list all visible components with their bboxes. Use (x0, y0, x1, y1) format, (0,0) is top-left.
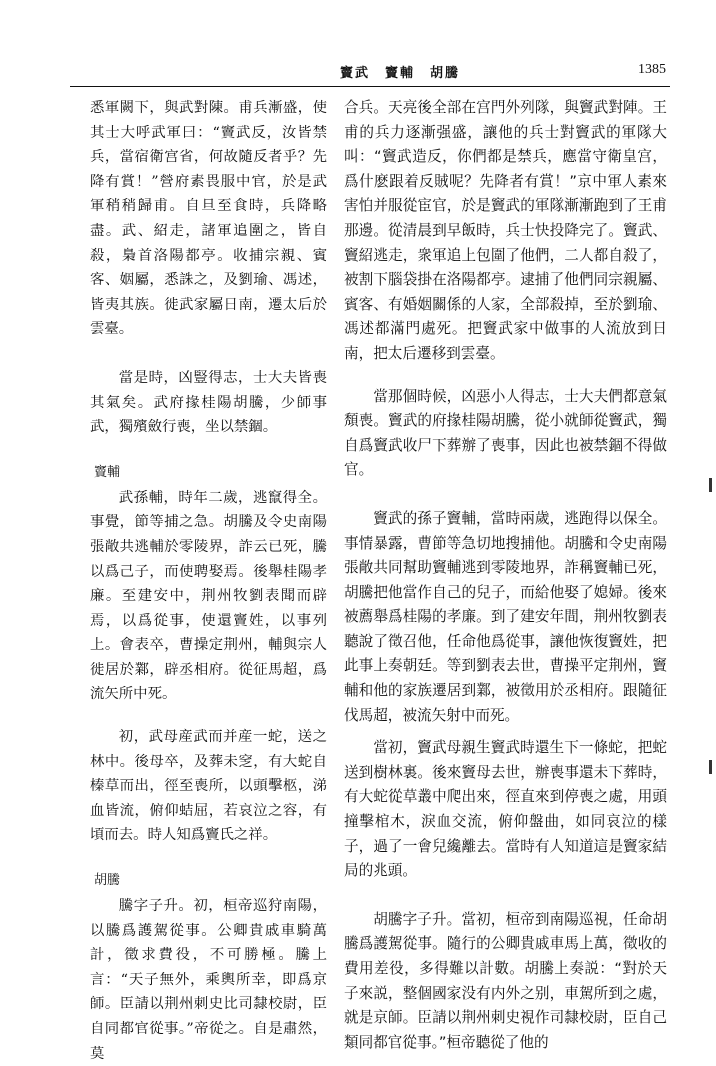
section-heading-hu-teng: 胡騰 (94, 873, 121, 889)
scan-edge-mark (709, 478, 712, 492)
classical-paragraph-3: 武孫輔，時年二歲，逃竄得全。事覺，節等捕之急。胡騰及令史南陽張敞共逃輔於零陵界，詐云已死，騰以爲己子，而使聘娶焉。後舉桂陽孝廉。至建安中，荆州牧劉表聞而辟焉，以爲從事，使還竇姓，以事列上。會表卒，曹操定荆州，輔與宗人徙居於鄴，辟丞相府。從征馬超，爲流矢所中死。 (90, 489, 327, 703)
translation-paragraph-2: 當那個時候，凶惡小人得志，士大夫們都意氣頽喪。竇武的府掾桂陽胡騰，從小就師從竇武，獨自爲竇武收尸下葬辦了喪事，因此也被禁錮不得做官。 (344, 387, 667, 479)
translation-paragraph-1: 合兵。天亮後全部在宫門外列隊，與竇武對陣。王甫的兵力逐漸强盛，讓他的兵士對竇武的軍隊大叫：“竇武造反，你們都是禁兵，應當守衛皇宫，爲什麽跟着反賊呢？先降者有賞！”京中軍人素來害怕并服從宦官，於是竇武的軍隊漸漸跑到了王甫那邊。從清晨到早飯時，兵士快投降完了。竇武、竇紹逃走，衆軍追上包圍了他們，二人都自殺了，被割下腦袋掛在洛陽都亭。逮捕了他們同宗親屬、賓客、有婚姻關係的人家，全部殺掉，至於劉瑜、馮述都滿門處死。把竇武家中做事的人流放到日南，把太后遷移到雲臺。 (344, 99, 667, 362)
translation-paragraph-5: 胡騰字子升。當初，桓帝到南陽巡視，任命胡騰爲護駕從事。隨行的公卿貴戚車馬上萬，徵收的費用差役，多得難以計數。胡騰上奏説：“對於天子來説，整個國家没有内外之别，車駕所到之處，就是京師。臣請以荆州刺史視作司隸校尉，臣自己類同都官從事。”桓帝聽從了他的 (344, 910, 667, 1051)
classical-paragraph-2: 當是時，凶豎得志，士大夫皆喪其氣矣。武府掾桂陽胡騰，少師事武，獨殯斂行喪，坐以禁錮。 (90, 369, 327, 436)
classical-paragraph-4: 初，武母産武而并産一蛇，送之林中。後母卒，及葬未窆，有大蛇自榛草而出，徑至喪所，以頭擊柩，涕血皆流，俯仰蛣屈，若哀泣之容，有頃而去。時人知爲竇氏之祥。 (90, 729, 327, 844)
page-header (70, 58, 670, 87)
classical-paragraph-5: 騰字子升。初，桓帝巡狩南陽，以騰爲護駕從事。公卿貴戚車騎萬計，徵求費役，不可勝極。騰上言：“天子無外，乘輿所幸，即爲京師。臣請以荆州刺史比司隸校尉，臣自同都官從事。”帝從之。自是肅然，莫 (90, 898, 327, 1062)
classical-paragraph-1: 悉軍闕下，與武對陳。甫兵漸盛，使其士大呼武軍曰：“竇武反，汝皆禁兵，當宿衛宫省，何故隨反者乎？先降有賞！”營府素畏服中官，於是武軍稍稍歸甫。自旦至食時，兵降略盡。武、紹走，諸軍追圍之，皆自殺，梟首洛陽都亭。收捕宗親、賓客、姻屬，悉誅之，及劉瑜、馮述，皆夷其族。徙武家屬日南，遷太后於雲臺。 (90, 100, 327, 338)
running-title: 竇武 竇輔 胡騰 (339, 66, 460, 81)
scan-edge-mark (709, 760, 712, 774)
translation-paragraph-3: 竇武的孫子竇輔，當時兩歲，逃跑得以保全。事情暴露，曹節等急切地搜捕他。胡騰和令史南陽張敞共同幫助竇輔逃到零陵地界，詐稱竇輔已死，胡騰把他當作自己的兒子，而給他娶了媳婦。後來被薦舉爲桂陽的孝廉。到了建安年間，荆州牧劉表聽說了徵召他，任命他爲從事，讓他恢復竇姓，把此事上奏朝廷。等到劉表去世，曹操平定荆州，竇輔和他的家族遷居到鄴，被徵用於丞相府。跟隨征伐馬超，被流矢射中而死。 (344, 509, 667, 724)
classical-text-column (90, 96, 327, 1066)
page-number: 1385 (638, 62, 666, 77)
section-heading-dou-fu: 竇輔 (94, 464, 121, 480)
translation-paragraph-4: 當初，竇武母親生竇武時還生下一條蛇，把蛇送到樹林裏。後來竇母去世，辦喪事還未下葬時，有大蛇從草叢中爬出來，徑直來到停喪之處，用頭撞擊棺木，淚血交流，俯仰盤曲，如同哀泣的樣子，過了一會兒纔離去。當時有人知道這是竇家結局的兆頭。 (344, 739, 667, 880)
translation-text-column (344, 96, 667, 1055)
